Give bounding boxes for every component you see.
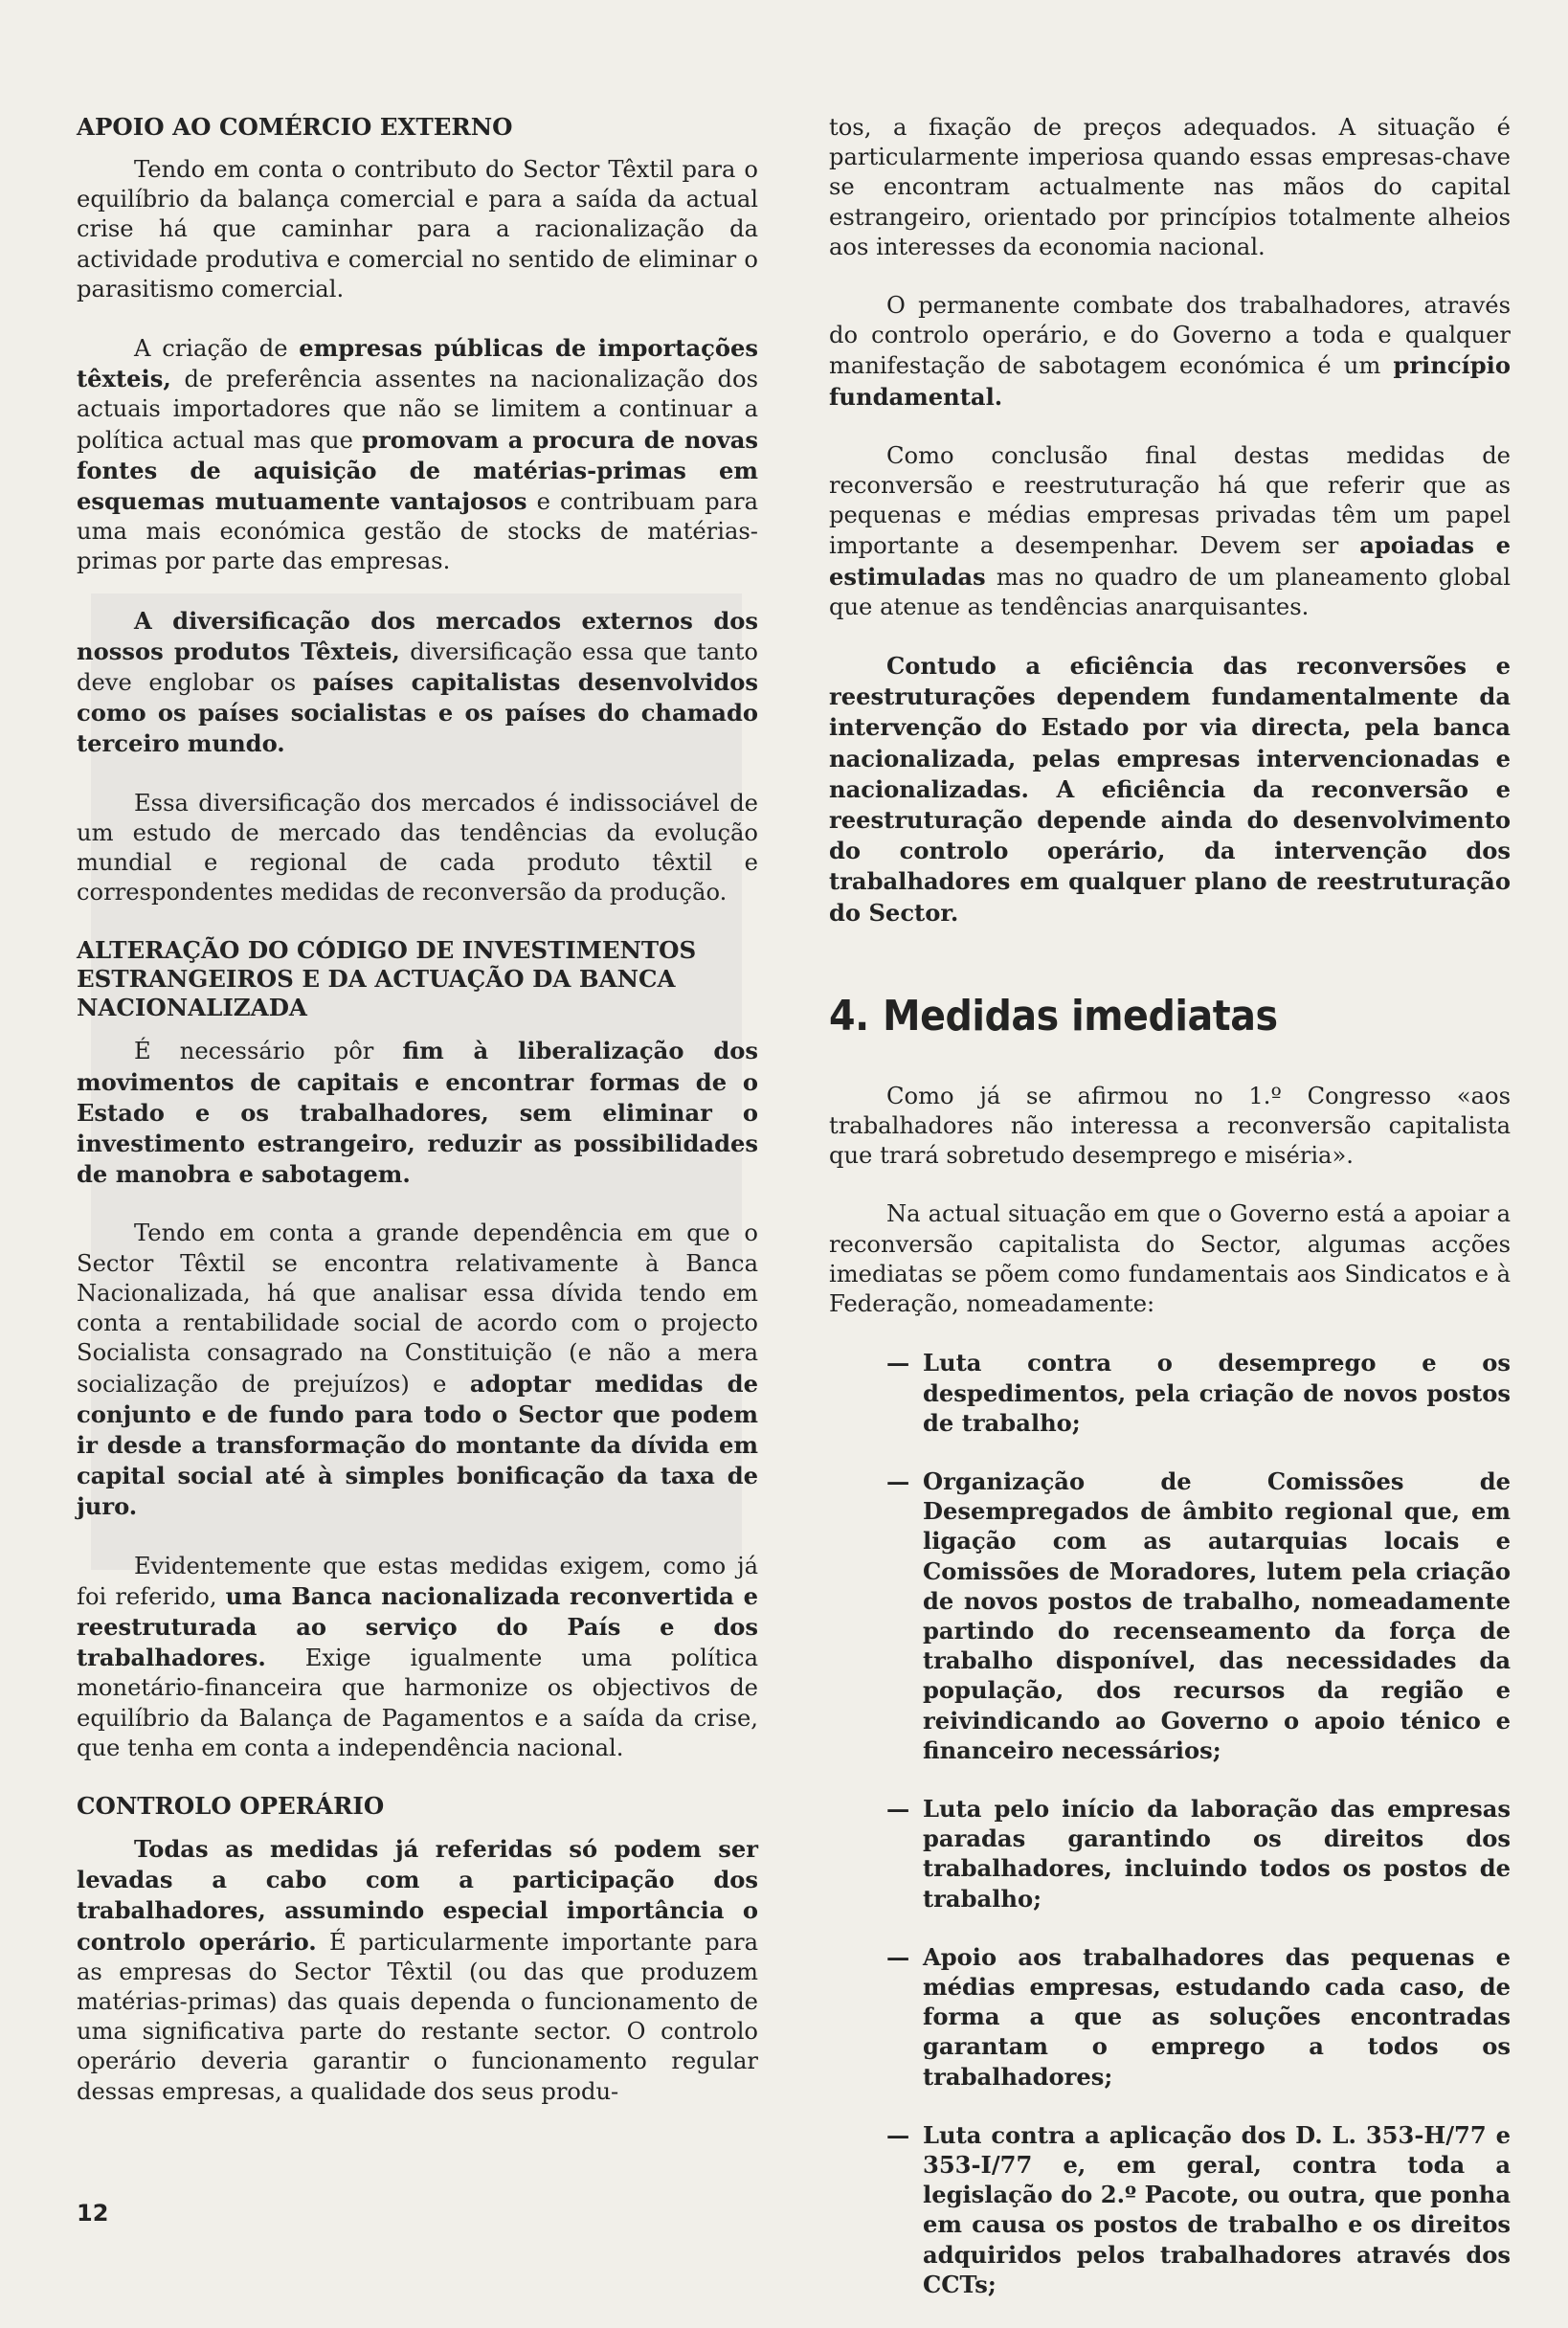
text-run: Essa diversificação dos mercados é indissociável de um estudo de mercado das tendências da evolução mundial e regional de cada produto têxtil e correspondentes medidas de reconversão da produção. bbox=[77, 789, 758, 907]
list-dash: — bbox=[886, 1466, 910, 1495]
paragraph bbox=[829, 441, 1511, 622]
text-run: É necessário pôr bbox=[134, 1038, 403, 1065]
list-item-text: Luta contra o desemprego e os despedimentos, pela criação de novos postos de trabalho; bbox=[923, 1349, 1511, 1437]
text-run: Exige igualmente uma política monetário-financeira que harmonize os objectivos de equilíbrio da Balança de Pagamentos e a saída da crise, que tenha em conta a independência nacional. bbox=[77, 1645, 758, 1761]
list-dash: — bbox=[886, 2120, 910, 2149]
list-item bbox=[886, 1794, 1511, 1914]
text-run: tos, a fixação de preços adequados. A situação é particularmente imperiosa quando essas empresas-chave se encontram actualmente nas mãos do capital estrangeiro, orientado por princípios totalmente alheios aos interesses da economia nacional. bbox=[829, 114, 1511, 260]
text-run: diversificação essa que tanto deve englobar os bbox=[77, 638, 758, 697]
list-item bbox=[886, 2120, 1511, 2299]
paragraph bbox=[829, 113, 1511, 262]
text-run: Evidentemente que estas medidas exigem, como já foi referido, bbox=[77, 1552, 758, 1610]
list-dash: — bbox=[886, 1794, 910, 1823]
bold-text-run: empresas públicas de importações têxteis, bbox=[77, 334, 758, 393]
bold-text-run: A diversificação dos mercados externos dos nossos produtos Têxteis, bbox=[77, 606, 758, 665]
paragraph bbox=[77, 1552, 758, 1763]
bold-text-run: Contudo a eficiência das reconversões e reestruturações dependem fundamentalmente da intervenção do Estado por via directa, pela banca nacionalizada, pelas empresas intervencionadas e nacionalizadas. A eficiência da reconversão e reestruturação depende ainda do desenvolvimento do controlo operário, da intervenção dos trabalhadores em qualquer plano de reestruturação do Sector. bbox=[829, 652, 1511, 927]
paragraph bbox=[77, 606, 758, 760]
paragraph bbox=[77, 155, 758, 304]
list-item bbox=[886, 1348, 1511, 1438]
text-run: Na actual situação em que o Governo está a apoiar a reconversão capitalista do Sector, algumas acções imediatas se põem como fundamentais aos Sindicatos e à Federação, nomeadamente: bbox=[829, 1200, 1511, 1318]
text-run: A criação de bbox=[134, 335, 300, 363]
text-run: de preferência assentes na nacionalização dos actuais importadores que não se limitem a continuar a política actual mas que bbox=[77, 366, 758, 454]
paragraph bbox=[77, 1036, 758, 1190]
paragraph bbox=[77, 1219, 758, 1522]
paragraph bbox=[77, 789, 758, 908]
list-item-text: Organização de Comissões de Desempregados de âmbito regional que, em ligação com as autarquias locais e Comissões de Moradores, lutem pela criação de novos postos de trabalho, nomeadamente partindo do recenseamento da força de trabalho disponível, das necessidades da população, dos recursos da região e reivindicando ao Governo o apoio ténico e financeiro necessários; bbox=[923, 1466, 1511, 1764]
text-run: É particularmente importante para as empresas do Sector Têxtil (ou das que produzem matérias-primas) das quais dependa o funcionamento de uma significativa parte do restante sector. O controlo operário deveria garantir o funcionamento regular dessas empresas, a qualidade dos seus produ- bbox=[77, 1928, 758, 2105]
list-item-text: Apoio aos trabalhadores das pequenas e médias empresas, estudando cada caso, de forma a que as soluções encontradas garantam o emprego a todos os trabalhadores; bbox=[923, 1942, 1511, 2091]
paragraph bbox=[77, 1834, 758, 2107]
bold-text-run: países capitalistas desenvolvidos como os países socialistas e os países do chamado terceiro mundo. bbox=[77, 668, 758, 758]
paragraph bbox=[829, 651, 1511, 929]
page-number: 12 bbox=[77, 2200, 109, 2227]
right-column bbox=[829, 113, 1511, 2328]
text-run: Tendo em conta a grande dependência em que o Sector Têxtil se encontra relativamente à Banca Nacionalizada, há que analisar essa dívida tendo em conta a rentabilidade social de acordo com o projecto Socialista consagrado na Constituição (e não a mera socialização de prejuízos) e bbox=[77, 1220, 758, 1398]
section-heading: APOIO AO COMÉRCIO EXTERNO bbox=[77, 113, 513, 141]
bold-text-run: fim à liberalização dos movimentos de capitais e encontrar formas de o Estado e os trabalhadores, sem eliminar o investimento estrangeiro, reduzir as possibilidades de manobra e sabotagem. bbox=[77, 1037, 758, 1189]
list-item-text: Luta pelo início da laboração das empresas paradas garantindo os direitos dos trabalhadores, incluindo todos os postos de trabalho; bbox=[923, 1794, 1511, 1913]
list-dash: — bbox=[886, 1942, 910, 1971]
bold-text-run: apoiadas e estimuladas bbox=[829, 531, 1512, 591]
section-title bbox=[829, 990, 1443, 1043]
text-run: e contribuam para uma mais económica gestão de stocks de matérias-primas por parte das empresas. bbox=[77, 488, 759, 575]
list-dash: — bbox=[886, 1349, 910, 1377]
list-item-text: Luta contra a aplicação dos D. L. 353-H/77 e 353-I/77 e, em geral, contra toda a legislação do 2.º Pacote, ou outra, que ponha em causa os postos de trabalho e os direitos adquiridos pelos trabalhadores através dos CCTs; bbox=[923, 2120, 1511, 2298]
section-heading: ALTERAÇÃO DO CÓDIGO DE INVESTIMENTOS ESTRANGEIROS E DA ACTUAÇÃO DA BANCA NACIONALIZADA bbox=[77, 936, 697, 1022]
text-run: mas no quadro de um planeamento global que atenue as tendências anarquisantes. bbox=[829, 563, 1511, 620]
text-run: Tendo em conta o contributo do Sector Têxtil para o equilíbrio da balança comercial e para a saída da actual crise há que caminhar para a racionalização da actividade produtiva e comercial no sentido de eliminar o parasitismo comercial. bbox=[77, 156, 758, 302]
text-run: Como já se afirmou no 1.º Congresso «aos trabalhadores não interessa a reconversão capitalista que trará sobretudo desemprego e miséria». bbox=[829, 1082, 1511, 1170]
paragraph bbox=[77, 333, 758, 577]
paragraph bbox=[829, 1199, 1511, 1319]
bold-text-run: adoptar medidas de conjunto e de fundo para todo o Sector que podem ir desde a transformação do montante da dívida em capital social até à simples bonificação da taxa de juro. bbox=[77, 1369, 758, 1521]
section-heading: CONTROLO OPERÁRIO bbox=[77, 1791, 385, 1820]
bold-text-run: Todas as medidas já referidas só podem ser levadas a cabo com a participação dos trabalhadores, assumindo especial importância o controlo operário. bbox=[77, 1834, 758, 1956]
section-title-text: Medidas imediatas bbox=[883, 991, 1278, 1041]
bold-text-run: princípio fundamental. bbox=[829, 351, 1511, 411]
list-item bbox=[886, 1466, 1511, 1765]
text-run: O permanente combate dos trabalhadores, através do controlo operário, e do Governo a toda e qualquer manifestação de sabotagem económica é um bbox=[829, 292, 1511, 380]
bold-text-run: uma Banca nacionalizada reconvertida e reestruturada ao serviço do País e dos trabalhadores. bbox=[77, 1581, 758, 1672]
left-column bbox=[77, 113, 758, 2136]
list-item bbox=[886, 1942, 1511, 2092]
bold-text-run: promovam a procura de novas fontes de aquisição de matérias-primas em esquemas mutuamente vantajosos bbox=[77, 425, 758, 516]
text-run: Como conclusão final destas medidas de reconversão e reestruturação há que referir que as pequenas e médias empresas privadas têm um papel importante a desempenhar. Devem ser bbox=[829, 441, 1511, 560]
paragraph bbox=[829, 1082, 1511, 1172]
paragraph bbox=[829, 291, 1511, 413]
section-number: 4. bbox=[829, 991, 869, 1041]
